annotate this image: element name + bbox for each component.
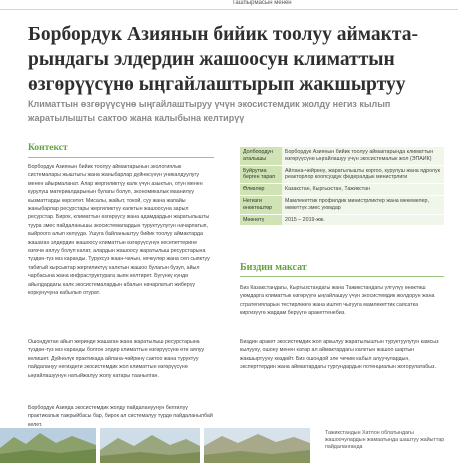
context-heading: Контекст	[28, 143, 68, 153]
info-row-countries	[240, 184, 444, 196]
project-info-table	[240, 147, 444, 226]
info-row-duration	[240, 214, 444, 226]
context-divider	[28, 157, 214, 158]
info-key: Долбоордун аталышы	[240, 147, 282, 165]
info-value: Борбордук Азиянын бийик тоолуу аймактарында климаттын өзгөрүүсүнө ыңгайлашуу үчүн экосистемалык жол (ЭПАИК)	[282, 147, 444, 165]
context-paragraph-2: Ошондуктан айыл жеринде жашаган жана жаратылыш ресурстарына түздөн-түз көз каранды болгон элдер климаттын өзгөрүүсүнө өтө аялуу келишет. Дүйнөлүк практикада айлана-чөйрөнү сактоо жана туруктуу пайдалануу негиздеги экосистемдик жол климаттын өзгөрүүсүнө ыңгайлашуунун натыйжалуу жолу катары таанылган.	[28, 339, 205, 379]
info-key: Өлкөлөр	[240, 184, 282, 196]
page-title: Борбордук Азиянын бийик тоолуу аймакта- рындагы элдердин жашоосун климаттын өзгөрүүсүнө ыңгайлаштырып жакшыртуу	[28, 24, 418, 95]
landscape-photo-strip	[0, 428, 310, 463]
info-row-client	[240, 165, 444, 184]
info-row-partners	[240, 195, 444, 214]
context-paragraph-3: Борбордук Азияда экосистемдик жолду пайдалануунун белгилүү практикалык тажрыйбасы бар, бирок ал системалуу түрдө пайдаланылбай келет.	[28, 405, 213, 428]
info-value: Айлана-чөйрөнү, жаратылышты коргоо, курулуш жана ядролук реакторлор коопсуздук федералдык министрлиги	[282, 165, 444, 184]
goal-paragraph-1: Биз Казакстандагы, Кыргызстандагы жана Тажикстандагы үлгүлүү өнөктөш уюмдарга климаттык өзгөрүүгө ыңгайлашуу үчүн экосистемдик жолдорун жана стратегияларын тестирлөөгө жана иштеп чыгууга мамлекеттик саясатка киргизүүгө жардам берүүгө аракеттенебиз.	[240, 285, 435, 317]
page-subtitle: Климаттын өзгөрүүсүнө ыңгайлаштыруу үчүн экосистемдик жолду негиз кылып жаратылышты сактоо жана калыбына келтирүү	[28, 99, 391, 123]
photo-caption: Тажикстандын Хатлон облатындагы жашоочулардын жамаатында шаштуу жайыттар пайдаланганда	[325, 430, 445, 451]
context-paragraph-1: Борбордук Азиянын бийик тоолуу аймактарынын экологиялык системалары жыштыгы жана жаныбарлар дүйнөсүнүн уникалдуулугу менен айырмаланат. Алар жергиликтүү калк үчүн азыктын, отун менен курулуш материалдарынын булагы болуп, экономикалык маанилүү кызматтарды көрсөтөт. Мисалы, жайыт, токой, суу жана жапайы жаныбарлар ресурстары жергиликтүү калктын жашоосуна зарыл ресурстар. Бирок, климаттын өзгөрүүсү жана адамдардын жаратылышты туура эмес пайдаланышы экосистемалардын туруктуулугун начарлатып, кыйроого алып келүүдө. Ушуга байланыштуу бийик тоолуу аймактарда жашаган элдердин жашоосу климаттын өзгөрүүсүнүн кесепеттерине өзгөчө аялуу болуп калат, алардын жашоосу жаратылыш ресурстарына түздөн-түз көз каранды. Туруксуз жаан-чачын, көчкүлөр жана сел сыяктуу табигый кырсыктар жергиликтүү калктын жашоо булагын бузуп, айыл чарбасына жана инфраструктурага зыян келтирет. Бүгүнкү күндө айылдардагы калк экосистемалардын абалын начарлатып жиберүү коркунучуна кабылып отурат.	[28, 164, 210, 297]
top-caption: Ташпырмасын менен	[232, 0, 292, 6]
info-key: Мөөнөтү	[240, 214, 282, 226]
landscape-photos	[0, 428, 310, 463]
goal-heading: Биздин максат	[240, 262, 307, 273]
info-row-title	[240, 147, 444, 165]
goal-paragraph-2: Биздин аракет экосистемдик жол аркылуу жаратылыштын туруктуулугун камсыз кылууну, ошону менен катар ал аймактардагы калктын жашоо шартын жакшыртууну көздөйт. Биз ошондой эле чечим кабыл алуучулардын, эксперттердин жана аймактардагы тургундардын потенциалын жогорулатабыз.	[240, 339, 439, 371]
info-key: Негизги өнөктөштөр	[240, 195, 282, 214]
info-value: Мамлекеттик профилдик министрликтер жана мекемелер, өкмөттүк эмес уюмдар	[282, 195, 444, 214]
info-value: Казакстан, Кыргызстан, Тажикстан	[282, 184, 444, 196]
top-rule	[0, 9, 458, 10]
goal-divider	[240, 276, 444, 277]
info-key: Буйрутма берген тарап	[240, 165, 282, 184]
info-value: 2015 – 2019-жж.	[282, 214, 444, 226]
